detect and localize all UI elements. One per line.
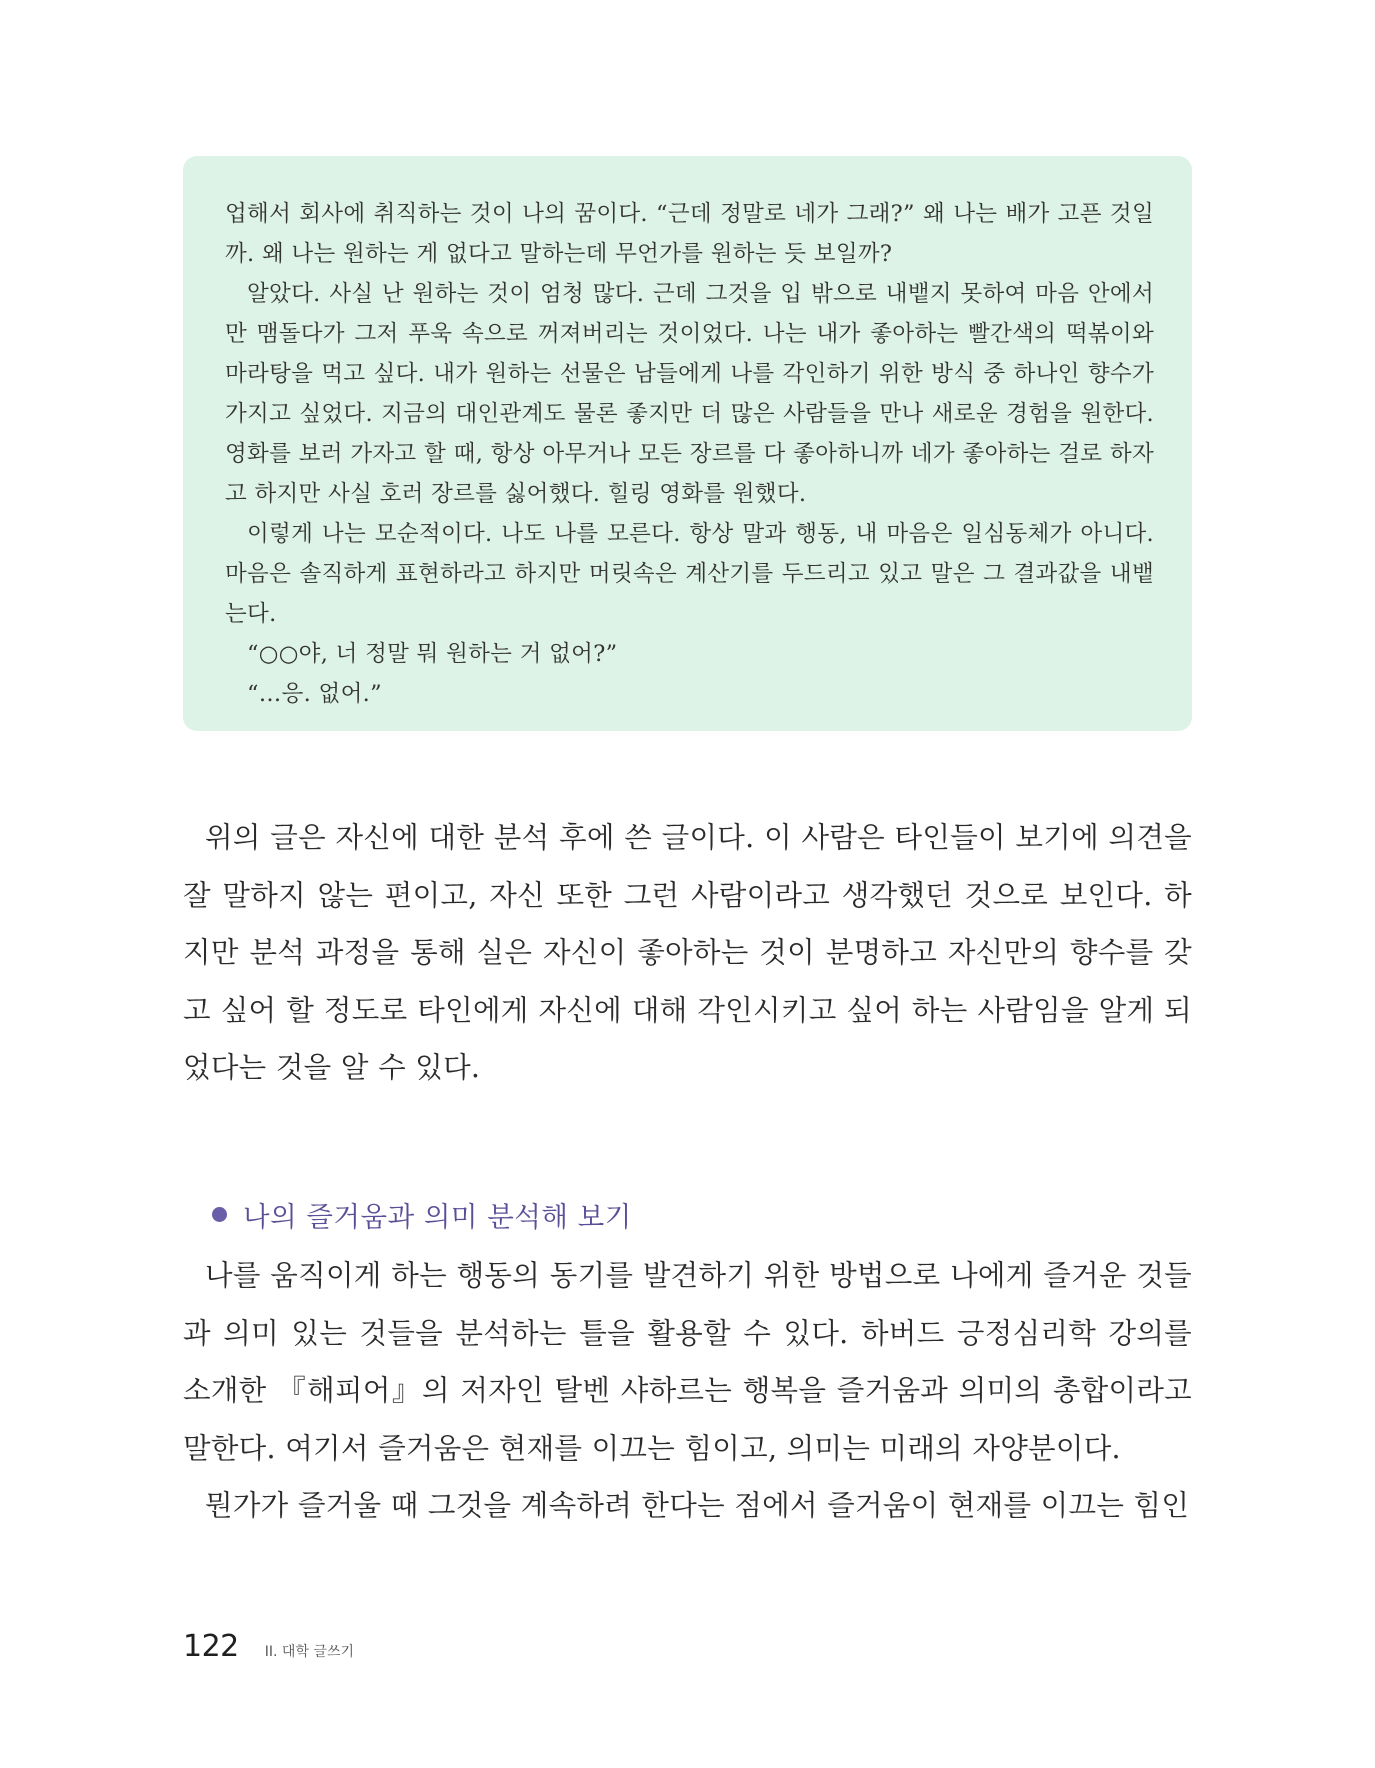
body-paragraph: 나를 움직이게 하는 행동의 동기를 발견하기 위한 방법으로 나에게 즐거운 것들과 의미 있는 것들을 분석하는 틀을 활용할 수 있다. 하버드 긍정심리학 강의를 소개한 『해피어』의 저자인 탈벤 샤하르는 행복을 즐거움과 의미의 총합이라고 말한다. 여기서 즐거움은 현재를 이끄는 힘이고, 의미는 미래의 자양분이다. — [183, 1259, 1192, 1465]
body-paragraph: 뭔가가 즐거울 때 그것을 계속하려 한다는 점에서 즐거움이 현재를 이끄는 힘인 — [205, 1489, 1190, 1522]
page-number: 122 — [183, 1629, 239, 1664]
quote-paragraph: 이렇게 나는 모순적이다. 나도 나를 모른다. 항상 말과 행동, 내 마음은 일심동체가 아니다. 마음은 솔직하게 표현하라고 하지만 머릿속은 계산기를 두드리고 있고 말은 그 결과값을 내뱉는다. — [225, 521, 1154, 627]
pleasure-meaning-section — [183, 1194, 1192, 1535]
chapter-label: II. 대학 글쓰기 — [264, 1644, 354, 1660]
quote-dialogue-line: “○○야, 너 정말 뭐 원하는 거 없어?” — [247, 641, 618, 667]
section-heading — [212, 1194, 1192, 1234]
analysis-section — [183, 809, 1192, 1097]
quote-paragraph: 업해서 회사에 취직하는 것이 나의 꿈이다. “근데 정말로 네가 그래?” 왜 나는 배가 고픈 것일까. 왜 나는 원하는 게 없다고 말하는데 무언가를 원하는 듯 보일까? — [225, 201, 1154, 267]
section-heading-title: 나의 즐거움과 의미 분석해 보기 — [243, 1201, 632, 1233]
quote-dialogue-line: “…응. 없어.” — [247, 681, 382, 707]
page-footer — [183, 1629, 354, 1664]
quote-paragraph: 알았다. 사실 난 원하는 것이 엄청 많다. 근데 그것을 입 밖으로 내뱉지 못하여 마음 안에서만 맴돌다가 그저 푸욱 속으로 꺼져버리는 것이었다. 나는 내가 좋아하는 빨간색의 떡볶이와 마라탕을 먹고 싶다. 내가 원하는 선물은 남들에게 나를 각인하기 위한 방식 중 하나인 향수가 가지고 싶었다. 지금의 대인관계도 물론 좋지만 더 많은 사람들을 만나 새로운 경험을 원한다. 영화를 보러 가자고 할 때, 항상 아무거나 모든 장르를 다 좋아하니까 네가 좋아하는 걸로 하자고 하지만 사실 호러 장르를 싫어했다. 힐링 영화를 원했다. — [225, 281, 1154, 507]
analysis-paragraph: 위의 글은 자신에 대한 분석 후에 쓴 글이다. 이 사람은 타인들이 보기에 의견을 잘 말하지 않는 편이고, 자신 또한 그런 사람이라고 생각했던 것으로 보인다. 하지만 분석 과정을 통해 실은 자신이 좋아하는 것이 분명하고 자신만의 향수를 갖고 싶어 할 정도로 타인에게 자신에 대해 각인시키고 싶어 하는 사람임을 알게 되었다는 것을 알 수 있다. — [183, 821, 1192, 1084]
quote-box — [183, 156, 1192, 731]
bullet-dot-icon — [212, 1207, 227, 1222]
